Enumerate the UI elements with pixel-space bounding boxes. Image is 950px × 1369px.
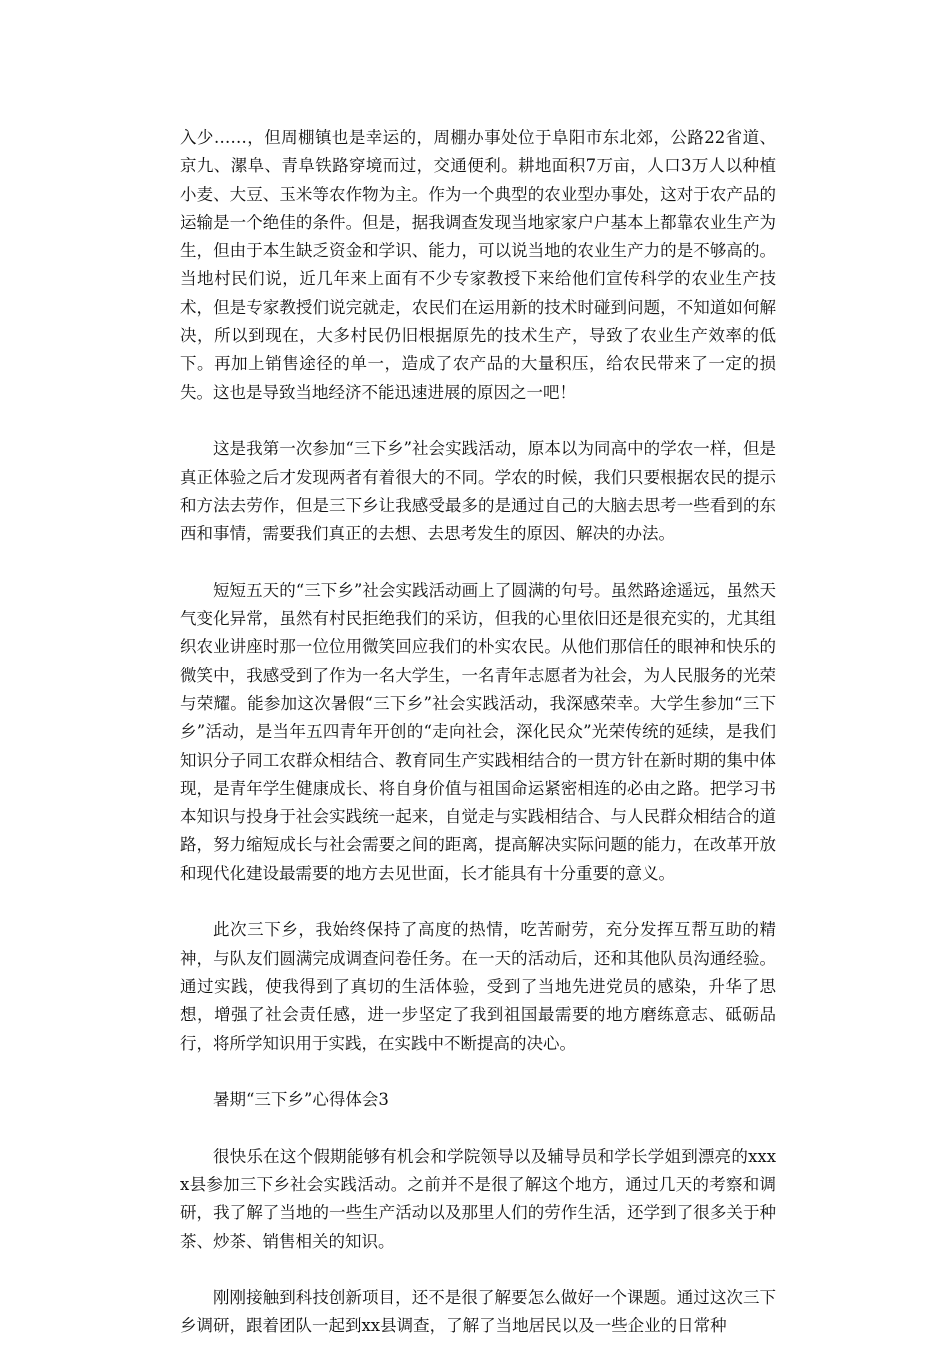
- section-heading: 暑期“三下乡”心得体会3: [213, 1090, 389, 1110]
- paragraph-3: 短短五天的“三下乡”社会实践活动画上了圆满的句号。虽然路途遥远，虽然天气变化异常，虽然有村民拒绝我们的采访，但我的心里依旧还是很充实的，尤其组织农业讲座时那一位位用微笑回应我们的朴实农民。从他们那信任的眼神和快乐的微笑中，我感受到了作为一名大学生，一名青年志愿者为社会，为人民服务的光荣与荣耀。能参加这次暑假“三下乡”社会实践活动，我深感荣幸。大学生参加“三下乡”活动，是当年五四青年开创的“走向社会，深化民众”光荣传统的延续，是我们知识分子同工农群众相结合、教育同生产实践相结合的一贯方针在新时期的集中体现，是青年学生健康成长、将自身价值与祖国命运紧密相连的必由之路。把学习书本知识与投身于社会实践统一起来，自觉走与实践相结合、与人民群众相结合的道路，努力缩短成长与社会需要之间的距离，提高解决实际问题的能力，在改革开放和现代化建设最需要的地方去见世面，长才能具有十分重要的意义。: [180, 580, 776, 883]
- paragraph-2: 这是我第一次参加“三下乡”社会实践活动，原本以为同高中的学农一样，但是真正体验之后才发现两者有着很大的不同。学农的时候，我们只要根据农民的提示和方法去劳作，但是三下乡让我感受最多的是通过自己的大脑去思考一些看到的东西和事情，需要我们真正的去想、去思考发生的原因、解决的办法。: [180, 439, 776, 544]
- paragraph-5: 很快乐在这个假期能够有机会和学院领导以及辅导员和学长学姐到漂亮的xxxx县参加三下乡社会实践活动。之前并不是很了解这个地方，通过几天的考察和调研，我了解了当地的一些生产活动以及那里人们的劳作生活，还学到了很多关于种茶、炒茶、销售相关的知识。: [180, 1146, 776, 1251]
- paragraph-4: 此次三下乡，我始终保持了高度的热情，吃苦耐劳，充分发挥互帮互助的精神，与队友们圆满完成调查问卷任务。在一天的活动后，还和其他队员沟通经验。通过实践，使我得到了真切的生活体验，受到了当地先进党员的感染，升华了思想，增强了社会责任感，进一步坚定了我到祖国最需要的地方磨练意志、砥砺品行，将所学知识用于实践，在实践中不断提高的决心。: [180, 920, 776, 1053]
- paragraph-1: 入少……，但周棚镇也是幸运的，周棚办事处位于阜阳市东北郊，公路22省道、京九、漯阜、青阜铁路穿境而过，交通便利。耕地面积7万亩，人口3万人以种植小麦、大豆、玉米等农作物为主。作为一个典型的农业型办事处，这对于农产品的运输是一个绝佳的条件。但是，据我调查发现当地家家户户基本上都靠农业生产为生，但由于本生缺乏资金和学识、能力，可以说当地的农业生产力的是不够高的。当地村民们说，近几年来上面有不少专家教授下来给他们宣传科学的农业生产技术，但是专家教授们说完就走，农民们在运用新的技术时碰到问题，不知道如何解决，所以到现在，大多村民仍旧根据原先的技术生产，导致了农业生产效率的低下。再加上销售途径的单一，造成了农产品的大量积压，给农民带来了一定的损失。这也是导致当地经济不能迅速进展的原因之一吧！: [180, 128, 776, 402]
- document-body: [180, 124, 776, 1369]
- paragraph-6: 刚刚接触到科技创新项目，还不是很了解要怎么做好一个课题。通过这次三下乡调研，跟着团队一起到xx县调查，了解了当地居民以及一些企业的日常种: [180, 1288, 776, 1336]
